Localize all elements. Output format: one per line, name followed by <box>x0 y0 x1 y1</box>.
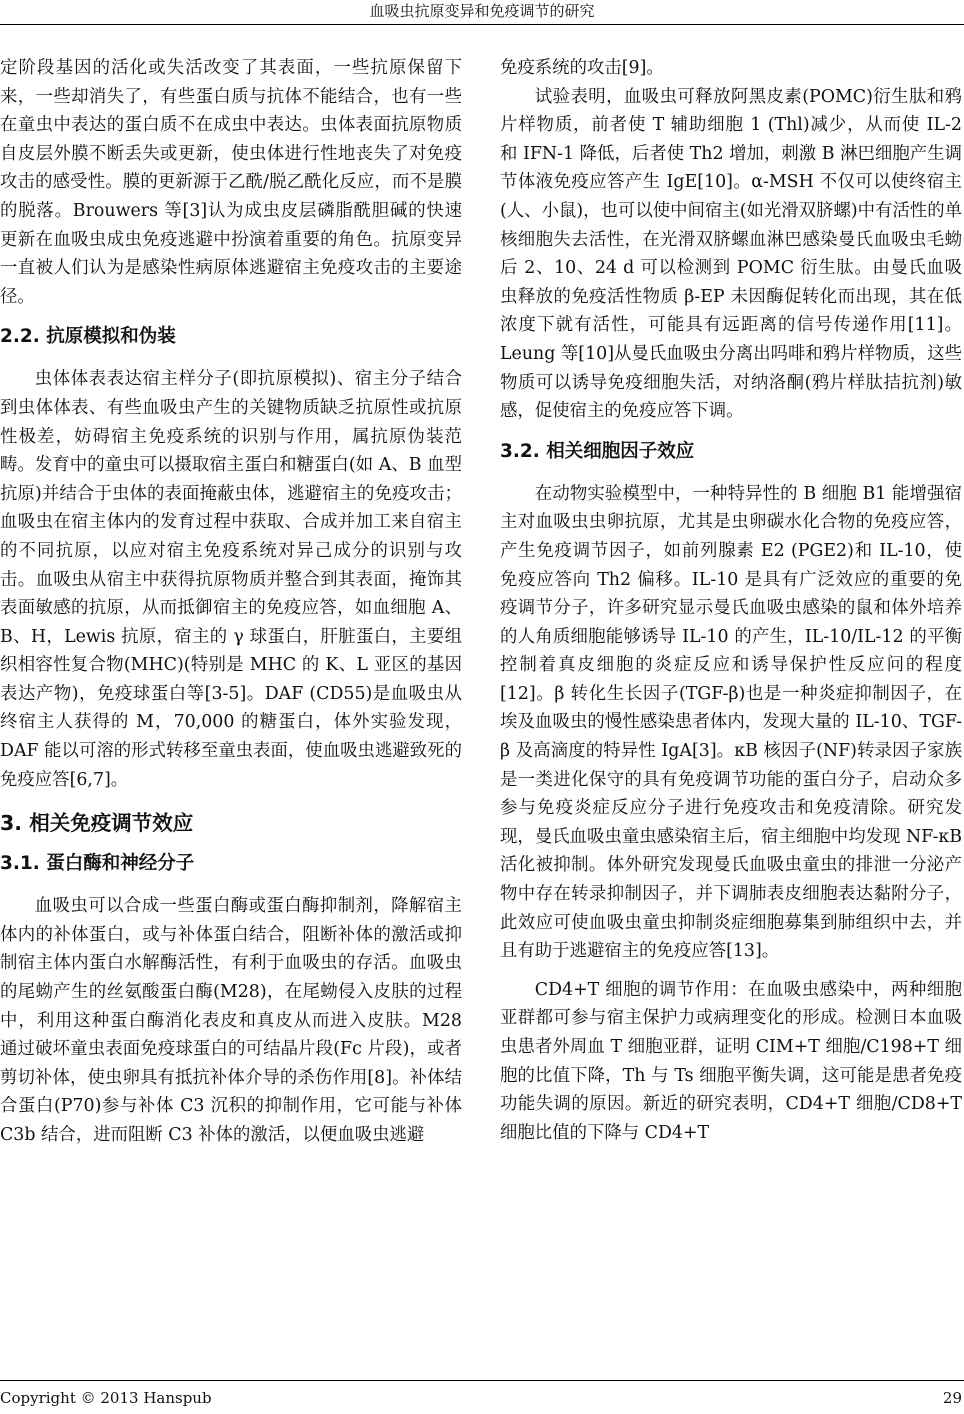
footer-copyright: Copyright © 2013 Hanspub <box>0 1389 212 1407</box>
section-heading: 3.2. 相关细胞因子效应 <box>500 440 695 462</box>
paragraph: 在动物实验模型中，一种特异性的 B 细胞 B1 能增强宿主对血吸虫虫卵抗原，尤其是虫卵碳水化合物的免疫应答，产生免疫调节因子，如前列腺素 E2 (PGE2)和 IL-10，使免疫应答向 Th2 偏移。IL-10 是具有广泛效应的重要的免疫调节分子，许多研究显示曼氏血吸虫感染的鼠和体外培养的人角质细胞能够诱导 IL-10 的产生，IL-10/IL-12 的平衡控制着真皮细胞的炎症反应和诱导保护性反应问的程度[12]。β 转化生长因子(TGF-β)也是一种炎症抑制因子，在埃及血吸虫的慢性感染患者体内，发现大量的 IL-10、TGF-β 及高滴度的特异性 IgA[3]。κB 核因子(NF)转录因子家族是一类进化保守的具有免疫调节功能的蛋白分子，启动众多参与免疫炎症反应分子进行免疫攻击和免疫清除。研究发现，曼氏血吸虫童虫感染宿主后，宿主细胞中均发现 NF-κB 活化被抑制。体外研究发现曼氏血吸虫童虫的排泄一分泌产物中存在转录抑制因子，并下调肺表皮细胞表达黏附分子，此效应可使血吸虫童虫抑制炎症细胞募集到肺组织中去，并且有助于逃避宿主的免疫应答[13]。 <box>500 483 962 962</box>
paragraph: 免疫系统的攻击[9]。 <box>500 58 664 78</box>
paragraph: 定阶段基因的活化或失活改变了其表面，一些抗原保留下来，一些却消失了，有些蛋白质与抗体不能结合，也有一些在童虫中表达的蛋白质不在成虫中表达。虫体表面抗原物质自皮层外膜不断丢失或更新，使虫体进行性地丧失了对免疫攻击的感受性。膜的更新源于乙酰/脱乙酰化反应，而不是膜的脱落。Brouwers 等[3]认为成虫皮层磷脂酰胆碱的快速更新在血吸虫成虫免疫逃避中扮演着重要的角色。抗原变异一直被人们认为是感染性病原体逃避宿主免疫攻击的主要途径。 <box>0 58 462 307</box>
paragraph: 虫体体表表达宿主样分子(即抗原模拟)、宿主分子结合到虫体体表、有些血吸虫产生的关键物质缺乏抗原性或抗原性极差，妨碍宿主免疫系统的识别与作用，属抗原伪装范畴。发育中的童虫可以摄取宿主蛋白和糖蛋白(如 A、B 血型抗原)并结合于虫体的表面掩蔽虫体，逃避宿主的免疫攻击；血吸虫在宿主体内的发育过程中获取、合成并加工来自宿主的不同抗原，以应对宿主免疫系统对异己成分的识别与攻击。血吸虫从宿主中获得抗原物质并整合到其表面，掩饰其表面敏感的抗原，从而抵御宿主的免疫应答，如血细胞 A、B、H，Lewis 抗原，宿主的 γ 球蛋白，肝脏蛋白，主要组织相容性复合物(MHC)(特别是 MHC 的 K、L 亚区的基因表达产物)，免疫球蛋白等[3-5]。DAF (CD55)是血吸虫从终宿主人获得的 M，70,000 的糖蛋白，体外实验发现，DAF 能以可溶的形式转移至童虫表面，使血吸虫逃避致死的免疫应答[6,7]。 <box>0 369 462 790</box>
right-column <box>500 54 962 1147</box>
section-heading: 2.2. 抗原模拟和伪装 <box>0 326 176 348</box>
left-column <box>0 54 462 1150</box>
footer-rule <box>0 1380 964 1381</box>
paragraph: CD4+T 细胞的调节作用：在血吸虫感染中，两种细胞亚群都可参与宿主保护力或病理变化的形成。检测日本血吸虫患者外周血 T 细胞亚群，证明 CIM+T 细胞/C198+T 细胞的比值下降，Th 与 Ts 细胞平衡失调，这可能是患者免疫功能失调的原因。新近的研究表明，CD4+T 细胞/CD8+T 细胞比值的下降与 CD4+T <box>500 979 962 1143</box>
header-rule <box>0 24 964 25</box>
page-number: 29 <box>942 1389 962 1407</box>
running-header: 血吸虫抗原变异和免疫调节的研究 <box>369 2 595 20</box>
paragraph: 试验表明，血吸虫可释放阿黑皮素(POMC)衍生肽和鸦片样物质，前者使 T 辅助细胞 1 (Thl)减少，从而使 IL-2 和 IFN-1 降低，后者使 Th2 增加，刺激 B 淋巴细胞产生调节体液免疫应答产生 IgE[10]。α-MSH 不仅可以使终宿主(人、小鼠)，也可以使中间宿主(如光滑双脐螺)中有活性的单核细胞失去活性，在光滑双脐螺血淋巴感染曼氏血吸虫毛蚴后 2、10、24 d 可以检测到 POMC 衍生肽。由曼氏血吸虫释放的免疫活性物质 β-EP 未因酶促转化而出现，其在低浓度下就有活性，可能具有远距离的信号传递作用[11]。Leung 等[10]从曼氏血吸虫分离出吗啡和鸦片样物质，这些物质可以诱导免疫细胞失活，对纳洛酮(鸦片样肽拮抗剂)敏感，促使宿主的免疫应答下调。 <box>500 86 962 422</box>
paragraph: 血吸虫可以合成一些蛋白酶或蛋白酶抑制剂，降解宿主体内的补体蛋白，或与补体蛋白结合，阻断补体的激活或抑制宿主体内蛋白水解酶活性，有利于血吸虫的存活。血吸虫的尾蚴产生的丝氨酸蛋白酶(M28)，在尾蚴侵入皮肤的过程中，利用这种蛋白酶消化表皮和真皮从而进入皮肤。M28 通过破坏童虫表面免疫球蛋白的可结晶片段(Fc 片段)，或者剪切补体，使虫卵具有抵抗补体介导的杀伤作用[8]。补体结合蛋白(P70)参与补体 C3 沉积的抑制作用，它可能与补体 C3b 结合，进而阻断 C3 补体的激活，以便血吸虫逃避 <box>0 896 462 1145</box>
section-heading: 3. 相关免疫调节效应 <box>0 811 194 836</box>
section-heading: 3.1. 蛋白酶和神经分子 <box>0 853 195 875</box>
